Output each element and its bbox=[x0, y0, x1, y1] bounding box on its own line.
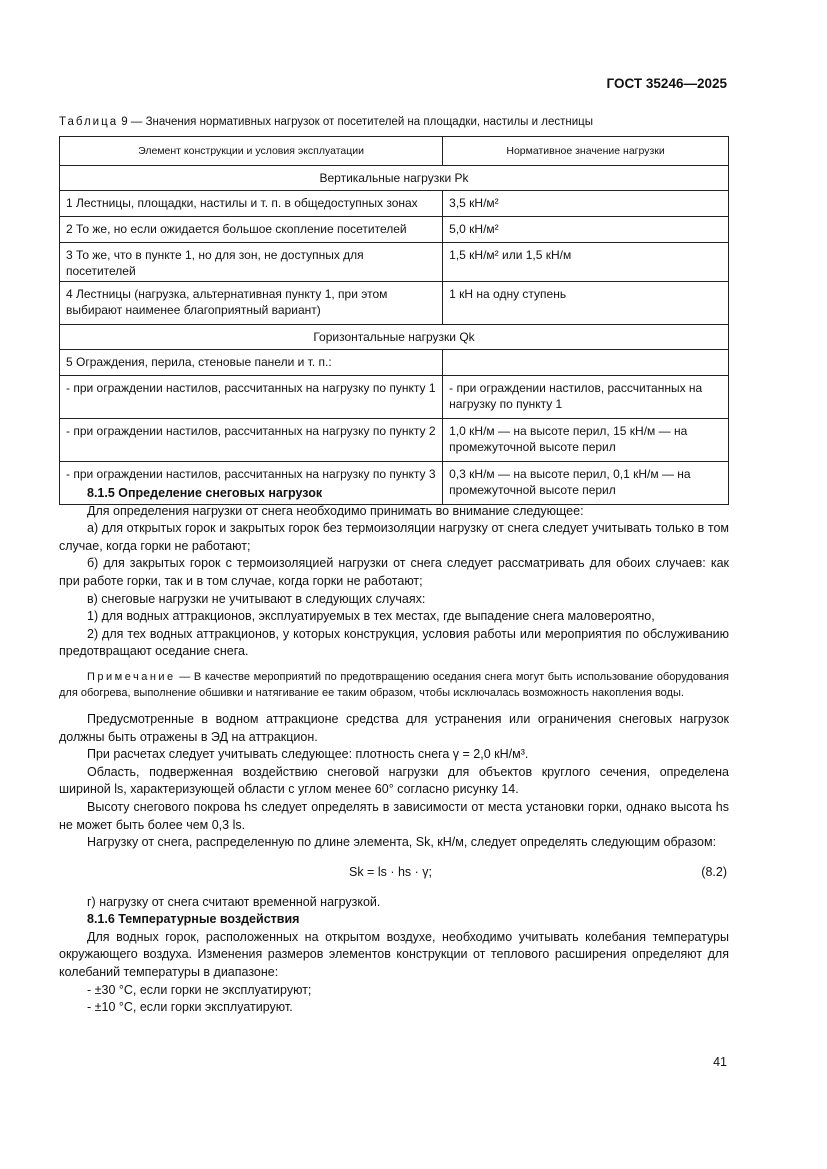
table-cell: 1,5 кН/м² или 1,5 кН/м bbox=[443, 243, 729, 282]
table-row bbox=[60, 217, 729, 243]
table-row bbox=[60, 243, 729, 282]
note-word: Примечание bbox=[87, 670, 176, 683]
table-row bbox=[60, 376, 729, 419]
table-cell: 1 кН на одну ступень bbox=[443, 282, 729, 325]
table-row bbox=[60, 282, 729, 325]
column-header-value: Нормативное значение нагрузки bbox=[443, 137, 729, 166]
note bbox=[59, 669, 729, 701]
paragraph: 2) для тех водных аттракционов, у которых конструкция, условия работы или мероприятия по обслуживанию предотвращают оседание снега. bbox=[59, 626, 729, 659]
paragraph: Область, подверженная воздействию снеговой нагрузки для объектов круглого сечения, определена шириной ls, характеризующей области с углом менее 60° согласно рисунку 14. bbox=[59, 764, 729, 797]
paragraph: Для определения нагрузки от снега необходимо принимать во внимание следующее: bbox=[87, 503, 584, 518]
paragraph: Предусмотренные в водном аттракционе средства для устранения или ограничения снеговых нагрузок должны быть отражены в ЭД на аттракцион. bbox=[59, 711, 729, 744]
paragraph: 1) для водных аттракционов, эксплуатируемых в тех местах, где выпадение снега маловероятно, bbox=[87, 609, 655, 624]
table-cell: 5,0 кН/м² bbox=[443, 217, 729, 243]
caption-text: 9 — Значения нормативных нагрузок от посетителей на площадки, настилы и лестницы bbox=[118, 116, 593, 128]
paragraph: г) нагрузку от снега считают временной нагрузкой. bbox=[87, 894, 381, 909]
table-cell: - при ограждении настилов, рассчитанных на нагрузку по пункту 2 bbox=[60, 419, 443, 462]
group-vertical: Вертикальные нагрузки Pk bbox=[60, 166, 729, 191]
table-row bbox=[60, 350, 729, 376]
section-title-8-1-5: 8.1.5 Определение снеговых нагрузок bbox=[87, 486, 323, 500]
table-cell bbox=[443, 350, 729, 376]
table-cell: 0,3 кН/м — на высоте перил, 0,1 кН/м — на промежуточной высоте перил bbox=[443, 462, 729, 505]
column-header-element: Элемент конструкции и условия эксплуатации bbox=[60, 137, 443, 166]
table-cell: 2 То же, но если ожидается большое скопление посетителей bbox=[60, 217, 443, 243]
formula-number: (8.2) bbox=[701, 864, 727, 879]
table-cell: - при ограждении настилов, рассчитанных на нагрузку по пункту 1 bbox=[443, 376, 729, 419]
caption-word: Таблица bbox=[59, 116, 119, 128]
paragraph: а) для открытых горок и закрытых горок без термоизоляции нагрузку от снега следует учитывать только в том случае, когда горки не работают; bbox=[59, 521, 729, 553]
table-caption bbox=[59, 116, 593, 128]
section-title-8-1-6: 8.1.6 Температурные воздействия bbox=[87, 912, 300, 927]
paragraph: Высоту снегового покрова hs следует определять в зависимости от места установки горки, однако высота hs не может быть более чем 0,3 ls. bbox=[59, 799, 729, 832]
formula: Sk = ls · hs · γ; bbox=[349, 864, 433, 879]
table-cell: 5 Ограждения, перила, стеновые панели и т. п.: bbox=[60, 350, 443, 376]
table-cell: 4 Лестницы (нагрузка, альтернативная пункту 1, при этом выбирают наименее благоприятный вариант) bbox=[60, 282, 443, 325]
body-text bbox=[59, 485, 729, 1017]
paragraph: При расчетах следует учитывать следующее: плотность снега γ = 2,0 кН/м³. bbox=[87, 747, 529, 762]
formula-block bbox=[59, 858, 729, 888]
table-cell: - при ограждении настилов, рассчитанных на нагрузку по пункту 1 bbox=[60, 376, 443, 419]
loads-table bbox=[59, 136, 729, 505]
table-row bbox=[60, 419, 729, 462]
paragraph: Нагрузку от снега, распределенную по длине элемента, Sk, кН/м, следует определять следующим образом: bbox=[87, 835, 717, 850]
paragraph: - ±30 °С, если горки не эксплуатируют; bbox=[87, 982, 312, 997]
table-cell: 1,0 кН/м — на высоте перил, 15 кН/м — на промежуточной высоте перил bbox=[443, 419, 729, 462]
table-cell: 1 Лестницы, площадки, настилы и т. п. в общедоступных зонах bbox=[60, 191, 443, 217]
table-row bbox=[60, 191, 729, 217]
group-horizontal: Горизонтальные нагрузки Qk bbox=[60, 325, 729, 350]
paragraph: - ±10 °С, если горки эксплуатируют. bbox=[87, 1000, 293, 1015]
paragraph: б) для закрытых горок с термоизоляцией нагрузки от снега следует рассматривать для обоих случаев: как при работе горки, так и в том случае, когда горки не работают; bbox=[59, 556, 729, 588]
page-number: 41 bbox=[713, 1055, 727, 1069]
paragraph: в) снеговые нагрузки не учитывают в следующих случаях: bbox=[87, 591, 426, 606]
note-text: — В качестве мероприятий по предотвращению оседания снега могут быть использование оборудования для обогрева, выполнение обшивки и натягивание ее таким образом, чтобы исключалась возможность накопления воды. bbox=[59, 670, 729, 699]
table-cell: 3,5 кН/м² bbox=[443, 191, 729, 217]
document-id: ГОСТ 35246—2025 bbox=[606, 76, 727, 91]
table-cell: 3 То же, что в пункте 1, но для зон, не доступных для посетителей bbox=[60, 243, 443, 282]
table-cell: - при ограждении настилов, рассчитанных на нагрузку по пункту 3 bbox=[60, 462, 443, 505]
paragraph: Для водных горок, расположенных на открытом воздухе, необходимо учитывать колебания температуры окружающего воздуха. Изменения размеров элементов конструкции от теплового расширения определяют для колебаний температуры в диапазоне: bbox=[59, 929, 729, 980]
